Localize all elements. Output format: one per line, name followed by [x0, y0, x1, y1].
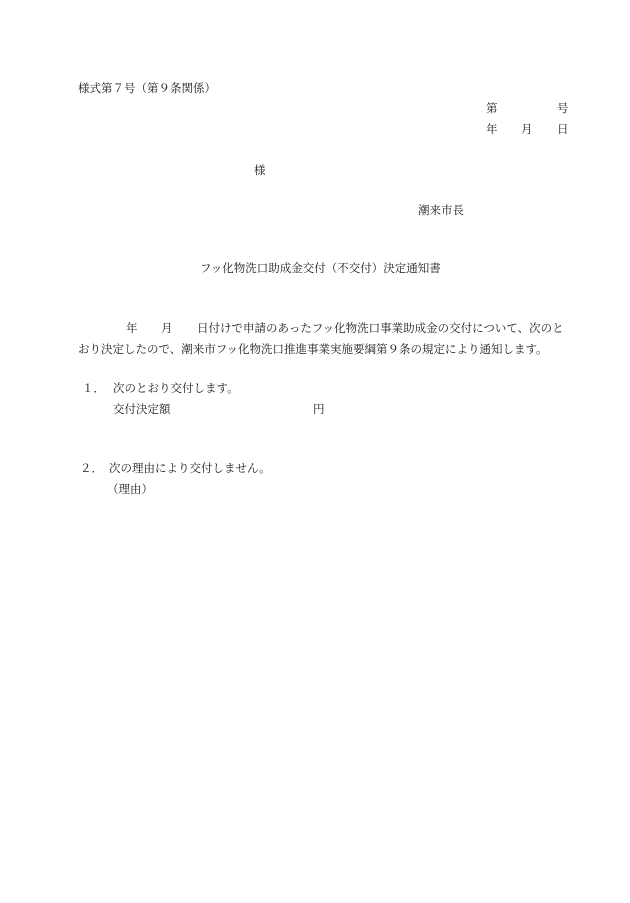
doc-date-month: 月 — [521, 122, 533, 136]
doc-date-year: 年 — [486, 122, 498, 136]
recipient-honorific: 様 — [254, 163, 266, 177]
body-line2: おり決定したので、潮来市フッ化物洗口推進事業実施要綱第９条の規定により通知します。 — [78, 342, 548, 356]
section1-number: １． — [82, 381, 105, 395]
document-title: フッ化物洗口助成金交付（不交付）決定通知書 — [200, 261, 441, 275]
doc-number-prefix: 第 — [486, 101, 498, 115]
body-line1: 日付けで申請のあったフッ化物洗口事業助成金の交付について、次のと — [197, 321, 564, 335]
amount-label: 交付決定額 — [113, 402, 171, 416]
form-label: 様式第７号（第９条関係） — [78, 81, 216, 95]
doc-date-day: 日 — [557, 122, 569, 136]
section2-text: 次の理由により交付しません。 — [109, 461, 271, 475]
body-month: 月 — [161, 321, 173, 335]
section1-text: 次のとおり交付します。 — [113, 381, 239, 395]
doc-number-suffix: 号 — [557, 101, 569, 115]
body-year: 年 — [126, 321, 138, 335]
sender-name: 潮来市長 — [418, 203, 464, 217]
amount-unit: 円 — [313, 402, 325, 416]
reason-label: （理由） — [107, 482, 153, 496]
section2-number: ２． — [80, 461, 103, 475]
